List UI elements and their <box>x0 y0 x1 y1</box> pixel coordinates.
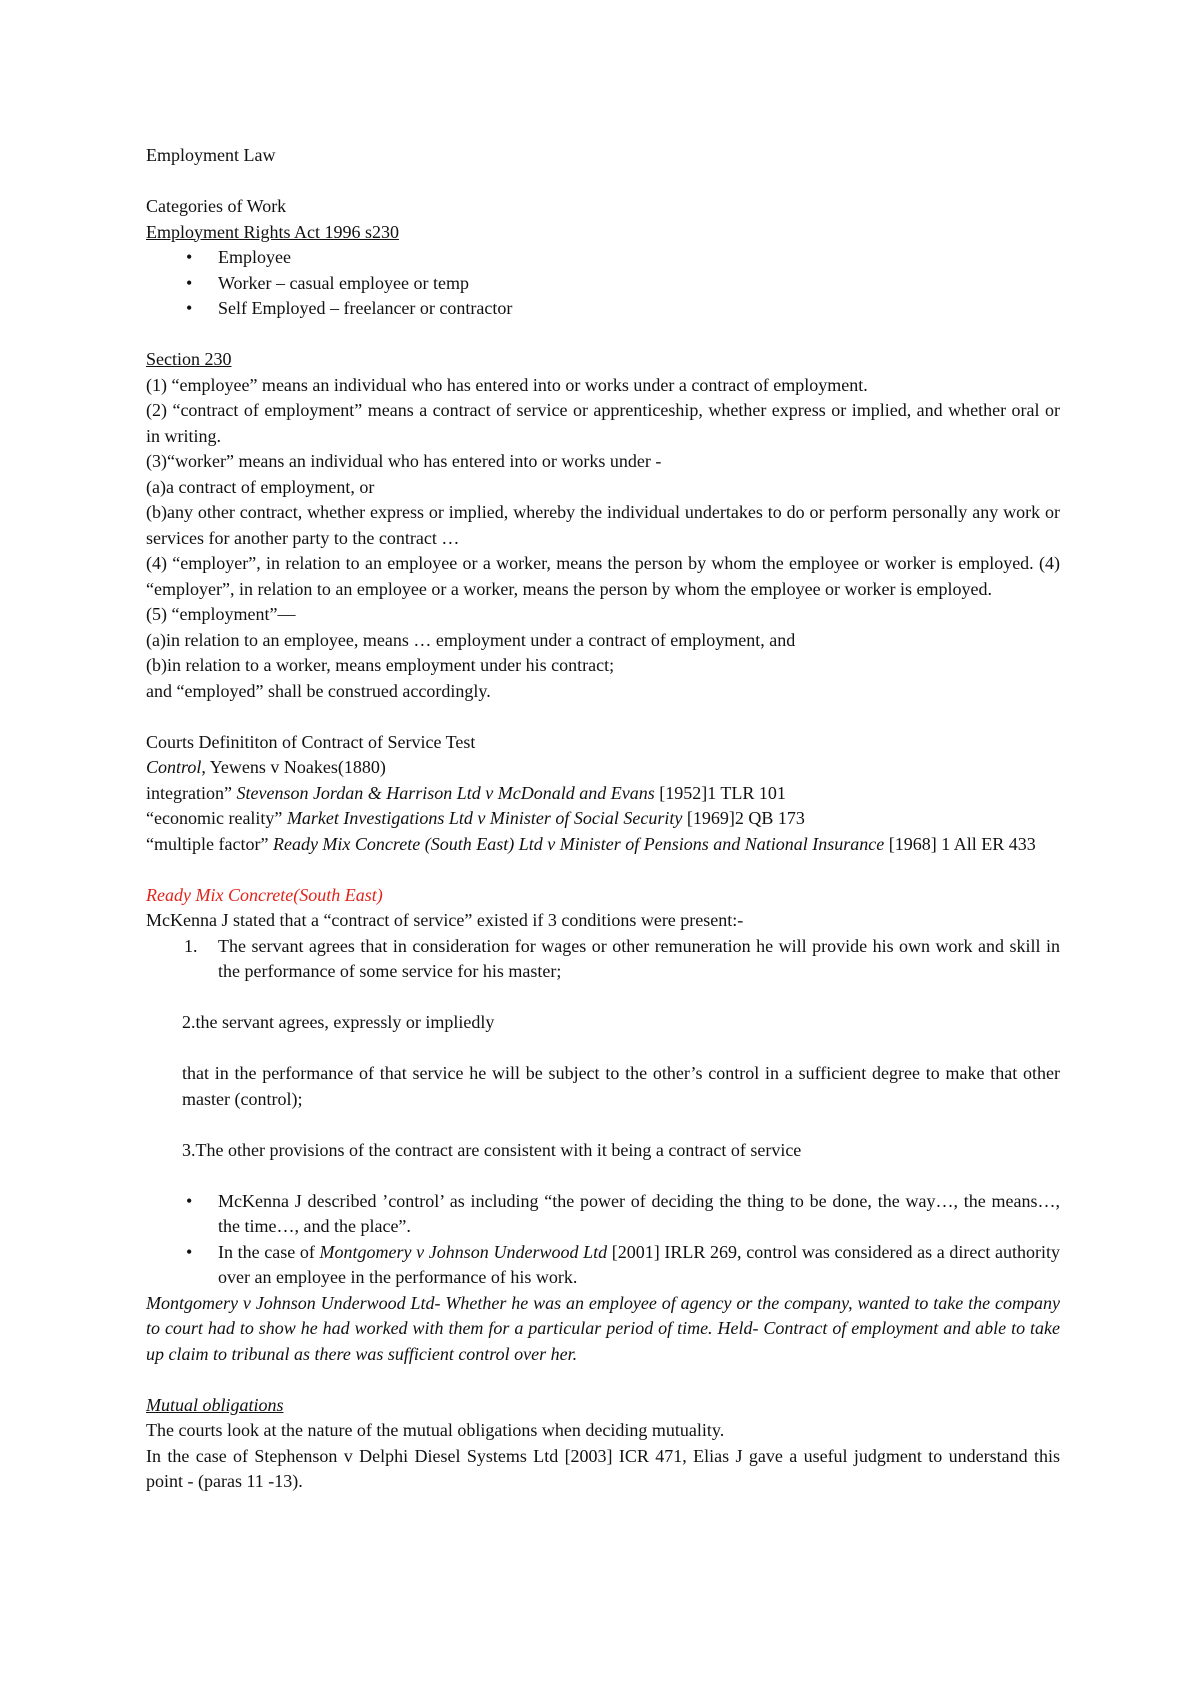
integration-citation: [1952]1 TLR 101 <box>654 782 786 803</box>
multiple-citation: [1968] 1 All ER 433 <box>884 833 1036 854</box>
economic-reality-test <box>146 806 1060 832</box>
act-reference: Employment Rights Act 1996 s230 <box>146 221 400 242</box>
condition-number: 1. <box>184 935 198 956</box>
multiple-label: “multiple factor” <box>146 833 273 854</box>
courts-heading: Courts Definititon of Contract of Service Test <box>146 731 476 752</box>
condition-3: 3.The other provisions of the contract are consistent with it being a contract of service <box>182 1139 802 1160</box>
integration-label: integration” <box>146 782 237 803</box>
integration-test <box>146 781 1060 807</box>
montgomery-note <box>146 1291 1060 1368</box>
categories-heading: Categories of Work <box>146 196 287 216</box>
control-case: , Yewens v Noakes(1880) <box>201 757 386 777</box>
list-item: • Self Employed – freelancer or contractor <box>146 296 1060 322</box>
section-paragraph: and “employed” shall be construed accordingly. <box>146 680 491 701</box>
multiple-factor-test <box>146 832 1060 858</box>
section-230-heading: Section 230 <box>146 349 232 369</box>
ready-mix-heading-text: Ready Mix Concrete(South East) <box>146 884 383 905</box>
section-paragraph: (1) “employee” means an individual who has entered into or works under a contract of employment. <box>146 374 868 395</box>
section-paragraph: (b)any other contract, whether express or implied, whereby the individual undertakes to do or perform personally any work or services for another party to the contract … <box>146 502 1060 548</box>
condition-2-detail: that in the performance of that service he will be subject to the other’s control in a sufficient degree to make that other master (control); <box>182 1063 1060 1109</box>
condition-text: The servant agrees that in consideration for wages or other remuneration he will provide his own work and skill in the performance of some service for his master; <box>218 935 1060 981</box>
list-item: • Employee <box>146 245 1060 271</box>
mutual-obligations-heading <box>146 1393 1060 1419</box>
mutual-paragraph: The courts look at the nature of the mutual obligations when deciding mutuality. <box>146 1420 725 1440</box>
condition-2: 2.the servant agrees, expressly or impliedly <box>182 1012 495 1032</box>
control-test <box>146 755 1060 781</box>
case-name: Montgomery v Johnson Underwood Ltd <box>319 1241 608 1262</box>
control-label: Control <box>146 757 202 777</box>
list-item: • McKenna J described ’control’ as including “the power of deciding the thing to be done, the way…, the means…, the time…, and the place”. <box>146 1189 1060 1240</box>
integration-case: Stevenson Jordan & Harrison Ltd v McDonald and Evans <box>236 782 655 803</box>
montgomery-note-text: Montgomery v Johnson Underwood Ltd- Whether he was an employee of agency or the company, wanted to take the company to court had to show he had worked with them for a particular period of time. Held- Contract of employment and able to take up claim to tribunal as there was sufficient control over her. <box>146 1292 1060 1364</box>
section-paragraph: (5) “employment”— <box>146 604 296 624</box>
list-item <box>146 1240 1060 1291</box>
ready-mix-intro: McKenna J stated that a “contract of service” existed if 3 conditions were present:- <box>146 910 744 930</box>
section-paragraph: (2) “contract of employment” means a contract of service or apprenticeship, whether express or implied, and whether oral or in writing. <box>146 400 1060 446</box>
economic-label: “economic reality” <box>146 808 287 828</box>
bullet-text: [2001] IRLR 269, control was considered as a direct authority over an employee in the performance of his work. <box>218 1241 1060 1287</box>
categories-list <box>146 245 1060 322</box>
economic-case: Market Investigations Ltd v Minister of Social Security <box>286 808 683 828</box>
mutual-paragraph: In the case of Stephenson v Delphi Diesel Systems Ltd [2003] ICR 471, Elias J gave a useful judgment to understand this point - (paras 11 -13). <box>146 1445 1060 1491</box>
section-paragraph: (b)in relation to a worker, means employment under his contract; <box>146 655 615 675</box>
section-paragraph: (a)in relation to an employee, means … employment under a contract of employment, and <box>146 629 796 650</box>
ready-mix-heading <box>146 883 1060 909</box>
mutual-heading-text: Mutual obligations <box>146 1394 284 1415</box>
document-title: Employment Law <box>146 145 276 165</box>
section-paragraph: (a)a contract of employment, or <box>146 476 375 497</box>
document-body <box>146 143 1060 1495</box>
economic-citation: [1969]2 QB 173 <box>682 808 805 828</box>
list-item <box>146 934 1060 985</box>
control-notes-list <box>146 1189 1060 1291</box>
section-paragraph: (4) “employer”, in relation to an employee or a worker, means the person by whom the employee or worker is employed. (4) “employer”, in relation to an employee or a worker, means the person by whom the employee or worker is employed. <box>146 553 1060 599</box>
section-paragraph: (3)“worker” means an individual who has entered into or works under - <box>146 451 662 471</box>
bullet-text: In the case of <box>218 1241 320 1262</box>
conditions-list <box>146 934 1060 985</box>
list-item: • Worker – casual employee or temp <box>146 271 1060 297</box>
multiple-case: Ready Mix Concrete (South East) Ltd v Minister of Pensions and National Insurance <box>272 833 885 854</box>
